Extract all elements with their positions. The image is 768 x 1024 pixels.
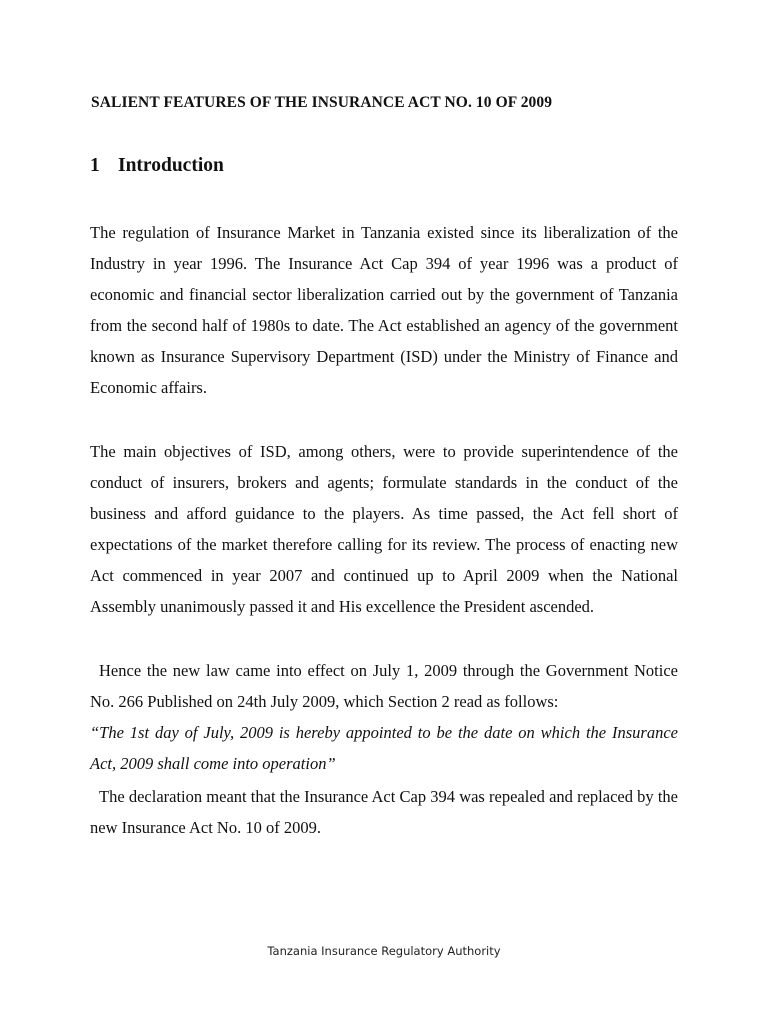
section-number: 1	[90, 155, 100, 176]
paragraph-declaration: The declaration meant that the Insurance Act Cap 394 was repealed and replaced by the new Insurance Act No. 10 of 2009.	[90, 787, 678, 837]
quoted-notice: “The 1st day of July, 2009 is hereby appointed to be the date on which the Insurance Act, 2009 shall come into operation”	[90, 723, 678, 773]
document-title: SALIENT FEATURES OF THE INSURANCE ACT NO. 10 OF 2009	[91, 94, 553, 111]
section-heading	[90, 155, 224, 177]
section-title: Introduction	[118, 155, 224, 176]
paragraph-isd-objectives: The main objectives of ISD, among others, were to provide superintendence of the conduct of insurers, brokers and agents; formulate standards in the conduct of the business and afford guidance to the players. As time passed, the Act fell short of expectations of the market therefore calling for its review. The process of enacting new Act commenced in year 2007 and continued up to April 2009 when the National Assembly unanimously passed it and His excellence the President ascended.	[90, 442, 678, 616]
page-footer: Tanzania Insurance Regulatory Authority	[267, 944, 501, 958]
paragraph-effective-date: Hence the new law came into effect on July 1, 2009 through the Government Notice No. 266 Published on 24th July 2009, which Section 2 read as follows:	[90, 661, 678, 711]
paragraph-regulation-history: The regulation of Insurance Market in Tanzania existed since its liberalization of the Industry in year 1996. The Insurance Act Cap 394 of year 1996 was a product of economic and financial sector liberalization carried out by the government of Tanzania from the second half of 1980s to date. The Act established an agency of the government known as Insurance Supervisory Department (ISD) under the Ministry of Finance and Economic affairs.	[90, 223, 678, 397]
